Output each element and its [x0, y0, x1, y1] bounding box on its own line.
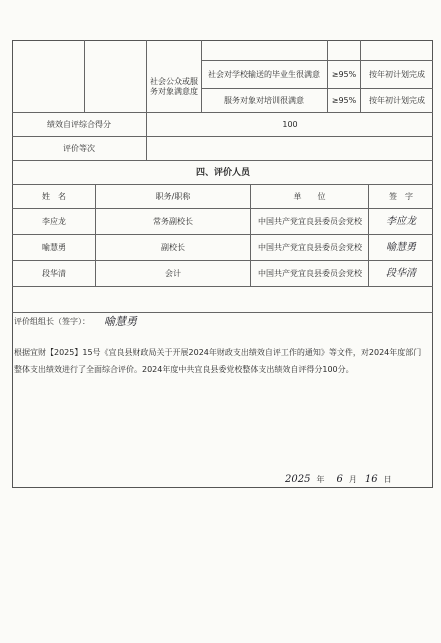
note-1: 按年初计划完成 — [369, 70, 425, 79]
grade-value — [148, 137, 432, 160]
header-unit: 单 位 — [293, 191, 326, 201]
grid-line — [95, 184, 96, 286]
section-title: 四、评价人员 — [195, 167, 250, 178]
person-title: 副校长 — [161, 242, 185, 252]
leader-label: 评价组组长（签字）： — [14, 317, 90, 326]
grid-line — [12, 286, 433, 287]
indicator-2: 服务对象对培训很满意 — [224, 95, 304, 105]
person-signature: 段华清 — [386, 267, 416, 279]
satisfaction-category: 社会公众或服务对象满意度 — [150, 77, 198, 96]
person-signature: 喻慧勇 — [386, 241, 416, 253]
note-2: 按年初计划完成 — [369, 95, 425, 105]
grade-label: 评价等次 — [63, 143, 95, 153]
score-label: 绩效自评综合得分 — [47, 119, 111, 129]
date-line — [285, 472, 392, 486]
person-signature: 李应龙 — [386, 215, 416, 227]
grid-line — [360, 40, 361, 112]
target-1: ≥95% — [331, 70, 357, 79]
person-unit: 中国共产党宜良县委员会党校 — [258, 216, 362, 226]
person-name: 喻慧勇 — [42, 242, 66, 252]
date-year-unit: 年 — [316, 474, 325, 484]
person-title: 会计 — [165, 268, 181, 278]
grid-line — [146, 40, 147, 160]
date-year: 2025 — [285, 473, 311, 485]
date-day: 16 — [364, 473, 378, 485]
person-title: 常务副校长 — [153, 216, 193, 226]
evaluation-summary-paragraph: 根据宜财【2025】15号《宜良县财政局关于开展2024年财政支出绩效自评工作的通知》等文件，对2024年度部门整体支出绩效进行了全面综合评价。2024年度中共宜良县委党校整体支出绩效自评得分100分。 — [14, 348, 422, 374]
grid-line — [12, 312, 433, 313]
indicator-1: 社会对学校输送的毕业生很满意 — [208, 70, 320, 79]
person-name: 李应龙 — [42, 216, 66, 226]
date-month-unit: 月 — [348, 474, 357, 484]
target-2: ≥95% — [331, 95, 357, 105]
grid-line — [84, 40, 85, 112]
score-value: 100 — [282, 119, 298, 129]
header-name: 姓 名 — [42, 191, 66, 201]
header-title: 职务/职称 — [155, 191, 191, 201]
grid-line — [250, 184, 251, 286]
grid-line — [201, 40, 202, 112]
person-unit: 中国共产党宜良县委员会党校 — [258, 242, 362, 252]
date-day-unit: 日 — [383, 474, 392, 484]
grid-line — [201, 60, 433, 61]
date-month: 6 — [336, 473, 343, 485]
header-signature: 签 字 — [389, 191, 413, 201]
leader-signature: 喻慧勇 — [104, 315, 137, 328]
person-name: 段华清 — [42, 268, 66, 278]
person-unit: 中国共产党宜良县委员会党校 — [258, 268, 362, 278]
grid-line — [368, 184, 369, 286]
